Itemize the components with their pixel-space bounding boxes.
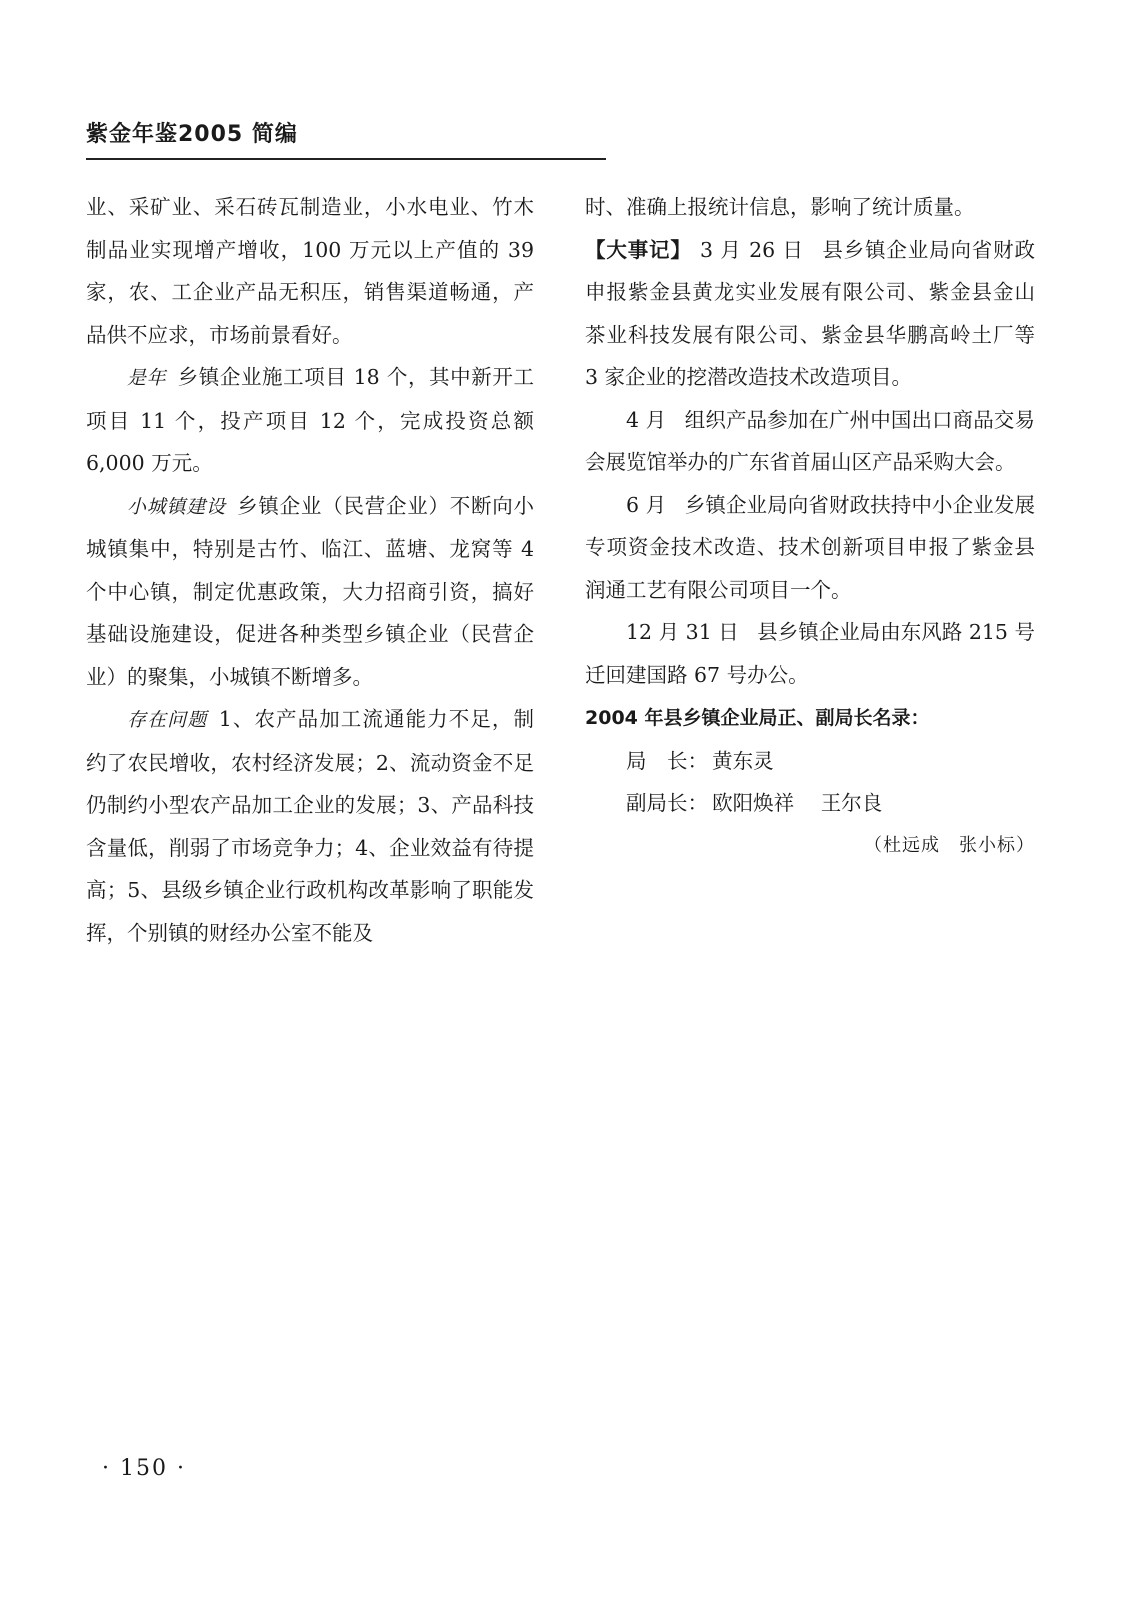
author-credit — [585, 825, 1035, 868]
left-paragraph-1 — [86, 186, 534, 356]
right-paragraph-event-3 — [585, 484, 1035, 612]
left-paragraph-4 — [86, 698, 534, 954]
event-text-3: 乡镇企业局向省财政扶持中小企业发展专项资金技术改造、技术创新项目申报了紫金县润通工艺有限公司项目一个。 — [585, 492, 1035, 602]
right-paragraph-1-text: 时、准确上报统计信息，影响了统计质量。 — [585, 195, 975, 219]
right-paragraph-event-4 — [585, 611, 1035, 696]
left-paragraph-3-text: 乡镇企业（民营企业）不断向小城镇集中，特别是古竹、临江、蓝塘、龙窝等 4 个中心镇，制定优惠政策，大力招商引资，搞好基础设施建设，促进各种类型乡镇企业（民营企业）的聚集，小城镇不断增多。 — [86, 493, 534, 689]
right-paragraph-1 — [585, 186, 1035, 229]
left-paragraph-4-text: 1、农产品加工流通能力不足，制约了农民增收，农村经济发展；2、流动资金不足仍制约小型农产品加工企业的发展；3、产品科技含量低，削弱了市场竞争力；4、企业效益有待提高；5、县级乡镇企业行政机构改革影响了职能发挥，个别镇的财经办公室不能及 — [86, 707, 534, 945]
director-name: 黄东灵 — [712, 748, 774, 773]
deputy-label: 副局长： — [626, 791, 708, 815]
events-label: 【大事记】 — [585, 237, 692, 262]
running-header — [86, 120, 606, 160]
event-text-2: 组织产品参加在广州中国出口商品交易会展览馆举办的广东省首届山区产品采购大会。 — [585, 407, 1035, 474]
event-text-4: 县乡镇企业局由东风路 215 号迁回建国路 67 号办公。 — [585, 620, 1035, 687]
right-paragraph-event-2 — [585, 399, 1035, 484]
deputy-name-2: 王尔良 — [820, 791, 883, 815]
event-date-4: 12 月 31 日 — [626, 620, 739, 644]
left-paragraph-3 — [86, 485, 534, 699]
keyword-shinian: 是年 — [127, 367, 167, 389]
running-header-title: 紫金年鉴2005 简编 — [86, 122, 298, 147]
roster-heading-text: 2004 年县乡镇企业局正、副局长名录： — [585, 707, 930, 729]
event-date-1: 3 月 26 日 — [699, 237, 804, 262]
roster-director — [585, 740, 1035, 783]
left-paragraph-2-text: 乡镇企业施工项目 18 个，其中新开工项目 11 个，投产项目 12 个，完成投资总额 6,000 万元。 — [86, 365, 534, 475]
event-date-2: 4 月 — [626, 407, 667, 432]
roster-heading — [585, 696, 1035, 740]
author-credit-text: （杜远成 张小标） — [864, 834, 1035, 856]
right-paragraph-events — [585, 229, 1035, 399]
keyword-problems: 存在问题 — [127, 709, 208, 731]
left-column — [86, 186, 534, 954]
left-paragraph-1-text: 业、采矿业、采石砖瓦制造业，小水电业、竹木制品业实现增产增收，100 万元以上产值的 39 家，农、工企业产品无积压，销售渠道畅通，产品供不应求，市场前景看好。 — [86, 195, 534, 347]
deputy-name-1: 欧阳焕祥 — [712, 791, 795, 815]
event-date-3: 6 月 — [626, 492, 667, 517]
page-number: · 150 · — [102, 1456, 186, 1481]
right-column — [585, 186, 1035, 867]
director-label: 局 长： — [626, 748, 708, 773]
event-text-1: 县乡镇企业局向省财政申报紫金县黄龙实业发展有限公司、紫金县金山茶业科技发展有限公司、紫金县华鹏高岭土厂等 3 家企业的挖潜改造技术改造项目。 — [585, 237, 1035, 389]
left-paragraph-2 — [86, 356, 534, 485]
keyword-small-town: 小城镇建设 — [127, 495, 226, 518]
header-rule — [86, 158, 606, 160]
roster-deputy — [585, 782, 1035, 825]
